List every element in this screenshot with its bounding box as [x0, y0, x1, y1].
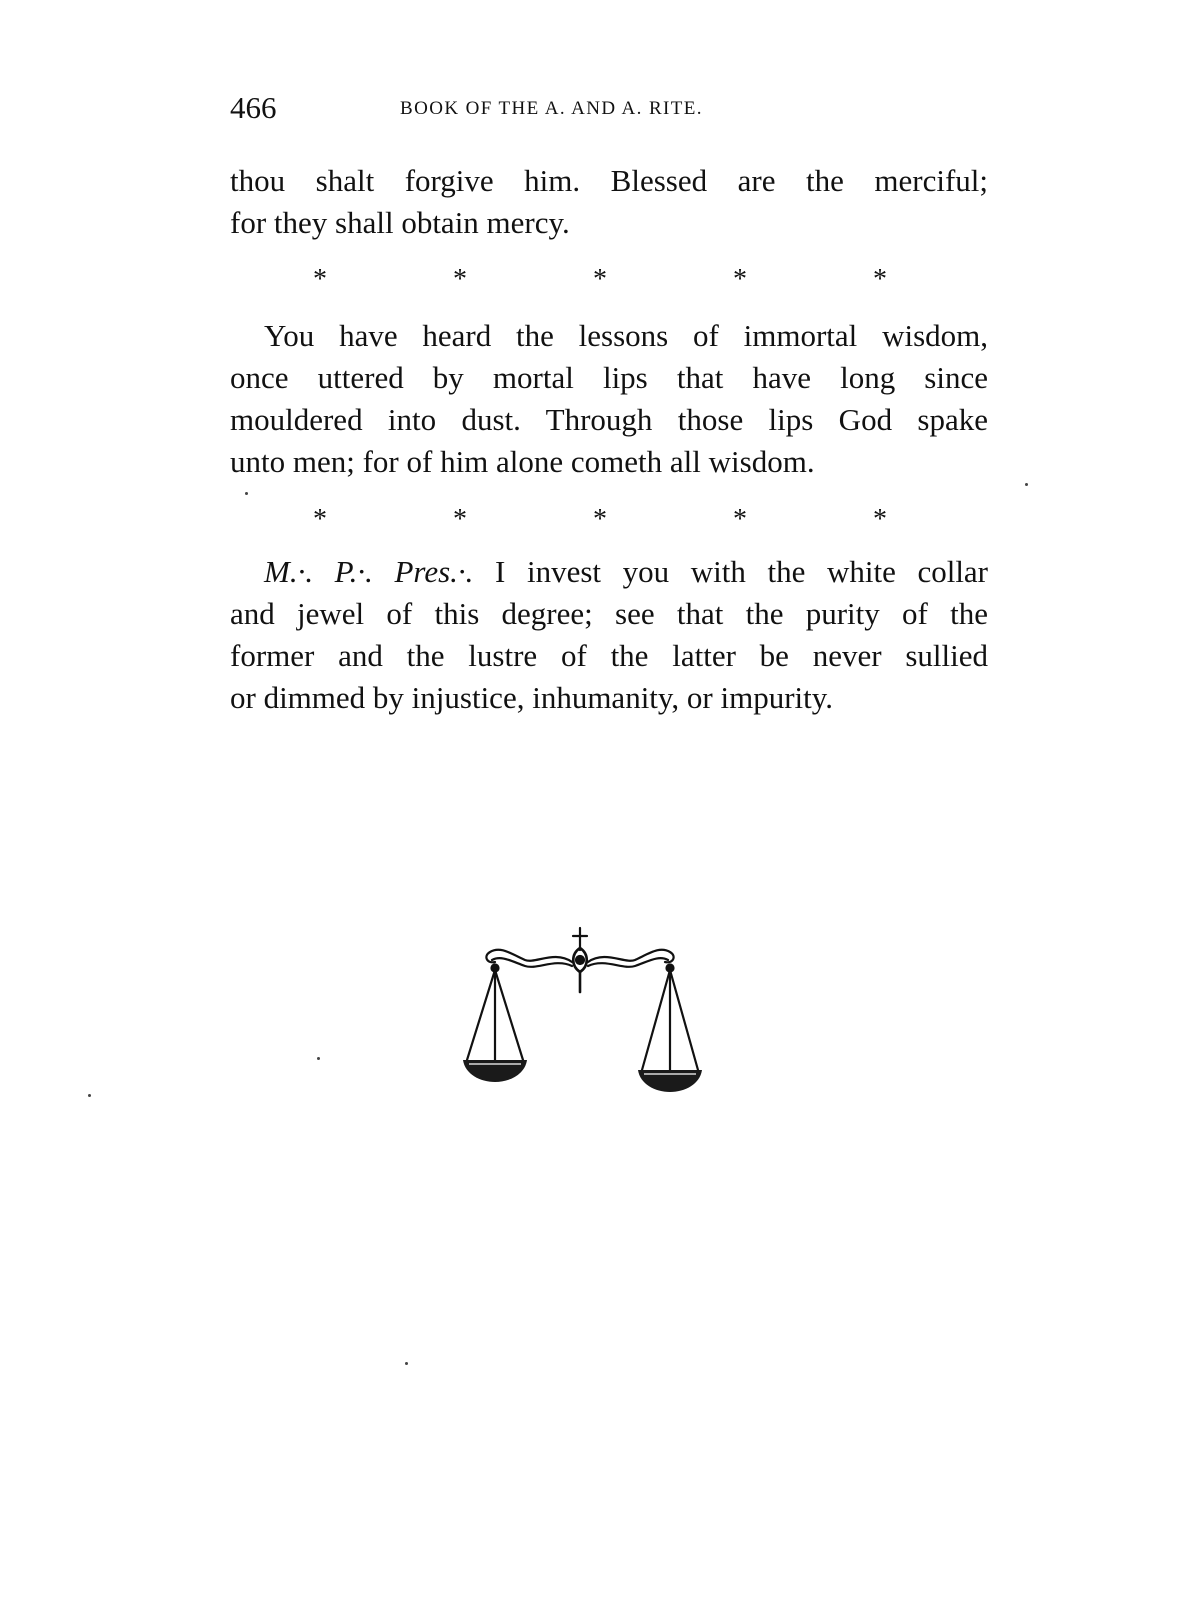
section-separator-1 [310, 265, 890, 295]
speaker-label: M.·. P.·. Pres.·. [264, 554, 474, 589]
text-line-with-speaker [230, 551, 988, 593]
asterisk: * [453, 504, 467, 535]
asterisk: * [313, 264, 327, 295]
paragraph-2 [230, 315, 988, 483]
asterisk: * [733, 264, 747, 295]
text-line: once uttered by mortal lips that have long since [230, 360, 988, 395]
asterisk: * [593, 504, 607, 535]
paragraph-1 [230, 160, 988, 244]
asterisk: * [733, 504, 747, 535]
asterisk: * [313, 504, 327, 535]
asterisk: * [873, 504, 887, 535]
text-line: and jewel of this degree; see that the purity of the [230, 596, 988, 631]
text-line: thou shalt forgive him. Blessed are the merciful; [230, 163, 988, 198]
running-title: BOOK OF THE A. AND A. RITE. [400, 98, 703, 119]
paragraph-3 [230, 551, 988, 719]
paper-speck [405, 1362, 408, 1365]
paper-speck [317, 1057, 320, 1060]
paper-speck [88, 1094, 91, 1097]
text-line: former and the lustre of the latter be never sullied [230, 638, 988, 673]
paper-speck [245, 492, 248, 495]
section-separator-2 [310, 505, 890, 535]
balance-scales-icon [455, 920, 725, 1105]
running-header [230, 88, 800, 128]
text-line: or dimmed by injustice, inhumanity, or impurity. [230, 680, 833, 715]
text-line: You have heard the lessons of immortal wisdom, [264, 318, 988, 353]
asterisk: * [873, 264, 887, 295]
asterisk: * [453, 264, 467, 295]
text-line: unto men; for of him alone cometh all wisdom. [230, 444, 815, 479]
page-number: 466 [230, 90, 277, 125]
text-line-remainder: I invest you with the white collar [473, 554, 989, 589]
asterisk: * [593, 264, 607, 295]
text-line: mouldered into dust. Through those lips God spake [230, 402, 988, 437]
text-line: for they shall obtain mercy. [230, 205, 570, 240]
paper-speck [1025, 483, 1028, 486]
